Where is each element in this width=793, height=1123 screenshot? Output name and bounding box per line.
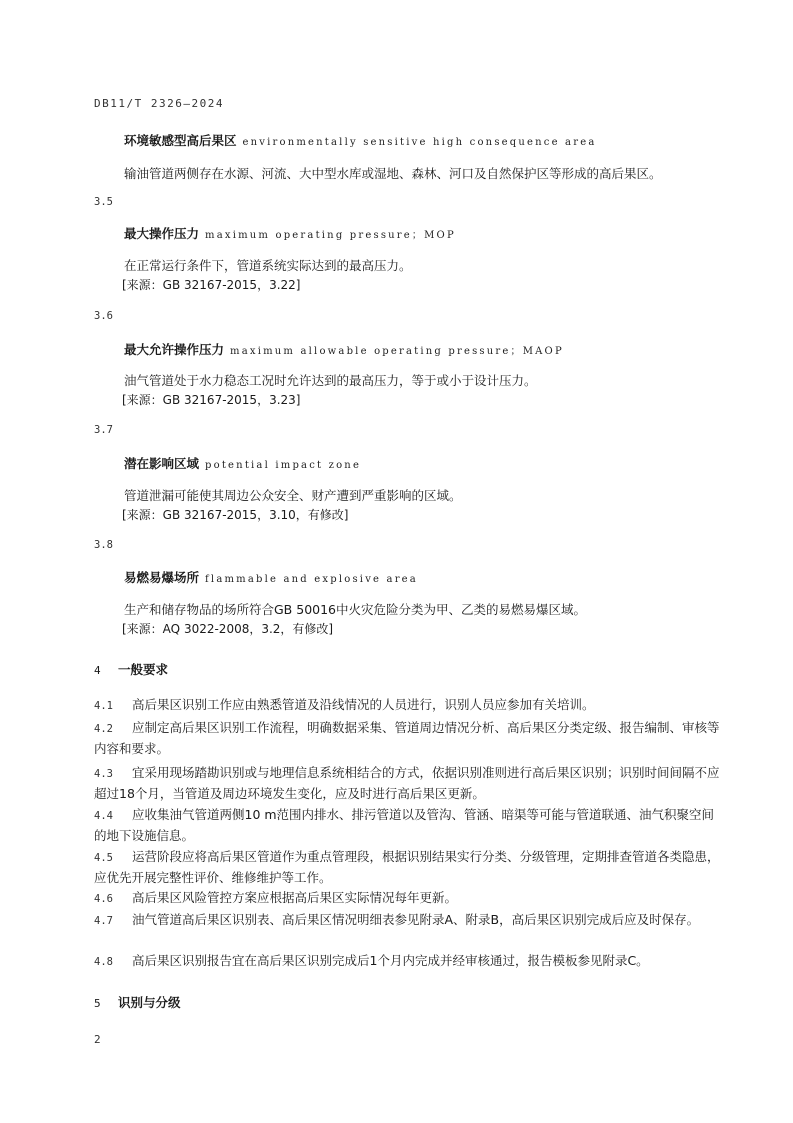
- term-number: 3.7: [94, 424, 113, 436]
- clause-text: 宜采用现场踏勘识别或与地理信息系统相结合的方式，依据识别准则进行高后果区识别；识别时间间隔不应超过18个月，当管道及周边环境发生变化，应及时进行高后果区更新。: [94, 765, 720, 801]
- clause: [94, 695, 720, 716]
- clause: [94, 763, 720, 804]
- clause-text: 油气管道高后果区识别表、高后果区情况明细表参见附录A、附录B，高后果区识别完成后应及时保存。: [132, 912, 700, 927]
- term-source: [来源：AQ 3022-2008，3.2，有修改]: [122, 622, 334, 636]
- term-number: 3.8: [94, 539, 113, 551]
- section-title: 一般要求: [118, 662, 169, 677]
- term-chinese: 最大允许操作压力: [124, 342, 225, 357]
- section-title: 识别与分级: [118, 995, 181, 1010]
- clause: [94, 847, 720, 888]
- term-title: [124, 568, 418, 586]
- section-number: 5: [94, 997, 101, 1010]
- term-title: [124, 131, 596, 149]
- term-definition: 生产和储存物品的场所符合GB 50016中火灾危险分类为甲、乙类的易燃易爆区域。: [124, 602, 587, 617]
- term-source: [来源：GB 32167-2015，3.23]: [122, 393, 301, 407]
- clause-number: 4.1: [94, 700, 113, 712]
- term-title: [124, 340, 564, 358]
- clause: [94, 718, 720, 759]
- term-definition: 管道泄漏可能使其周边公众安全、财产遭到严重影响的区域。: [124, 488, 462, 503]
- section-number: 4: [94, 664, 101, 677]
- clause-text: 高后果区识别工作应由熟悉管道及沿线情况的人员进行，识别人员应参加有关培训。: [132, 697, 595, 712]
- clause-text: 高后果区识别报告宜在高后果区识别完成后1个月内完成并经审核通过，报告模板参见附录C。: [132, 953, 649, 968]
- clause-text: 运营阶段应将高后果区管道作为重点管理段，根据识别结果实行分类、分级管理，定期排查管道各类隐患，应优先开展完整性评价、维修维护等工作。: [94, 849, 720, 885]
- term-title: [124, 224, 456, 242]
- term-chinese: 潜在影响区域: [124, 456, 200, 471]
- term-chinese: 环境敏感型高后果区: [124, 133, 237, 148]
- clause-number: 4.7: [94, 915, 113, 927]
- clause: [94, 888, 720, 909]
- term-chinese: 最大操作压力: [124, 226, 200, 241]
- term-source: [来源：GB 32167-2015，3.22]: [122, 278, 301, 292]
- clause-number: 4.8: [94, 956, 113, 968]
- term-english: flammable and explosive area: [205, 574, 418, 585]
- term-english: environmentally sensitive high consequence area: [242, 137, 597, 148]
- term-source: [来源：GB 32167-2015，3.10，有修改]: [122, 508, 349, 522]
- clause-number: 4.3: [94, 768, 113, 780]
- page-number: 2: [94, 1033, 101, 1046]
- term-definition: 输油管道两侧存在水源、河流、大中型水库或湿地、森林、河口及自然保护区等形成的高后果区。: [124, 166, 662, 181]
- term-number: 3.5: [94, 196, 113, 208]
- clause-number: 4.2: [94, 723, 113, 735]
- term-definition: 在正常运行条件下，管道系统实际达到的最高压力。: [124, 258, 412, 273]
- term-chinese: 易燃易爆场所: [124, 570, 200, 585]
- document-code-header: DB11/T 2326—2024: [94, 97, 224, 110]
- term-definition: 油气管道处于水力稳态工况时允许达到的最高压力，等于或小于设计压力。: [124, 373, 537, 388]
- clause-number: 4.6: [94, 893, 113, 905]
- term-english: potential impact zone: [205, 460, 362, 471]
- term-title: [124, 454, 361, 472]
- clause: [94, 805, 720, 846]
- clause: [94, 910, 720, 931]
- section-heading: [94, 660, 168, 678]
- clause-text: 应收集油气管道两侧10 m范围内排水、排污管道以及管沟、管涵、暗渠等可能与管道联通、油气积聚空间的地下设施信息。: [94, 807, 715, 843]
- term-english: maximum allowable operating pressure；MAOP: [230, 346, 564, 357]
- section-heading: [94, 993, 181, 1011]
- clause-text: 高后果区风险管控方案应根据高后果区实际情况每年更新。: [132, 890, 458, 905]
- clause-number: 4.4: [94, 810, 113, 822]
- clause-number: 4.5: [94, 852, 113, 864]
- clause-text: 应制定高后果区识别工作流程，明确数据采集、管道周边情况分析、高后果区分类定级、报告编制、审核等内容和要求。: [94, 720, 720, 756]
- clause: [94, 951, 720, 972]
- term-english: maximum operating pressure；MOP: [205, 230, 456, 241]
- term-number: 3.6: [94, 310, 113, 322]
